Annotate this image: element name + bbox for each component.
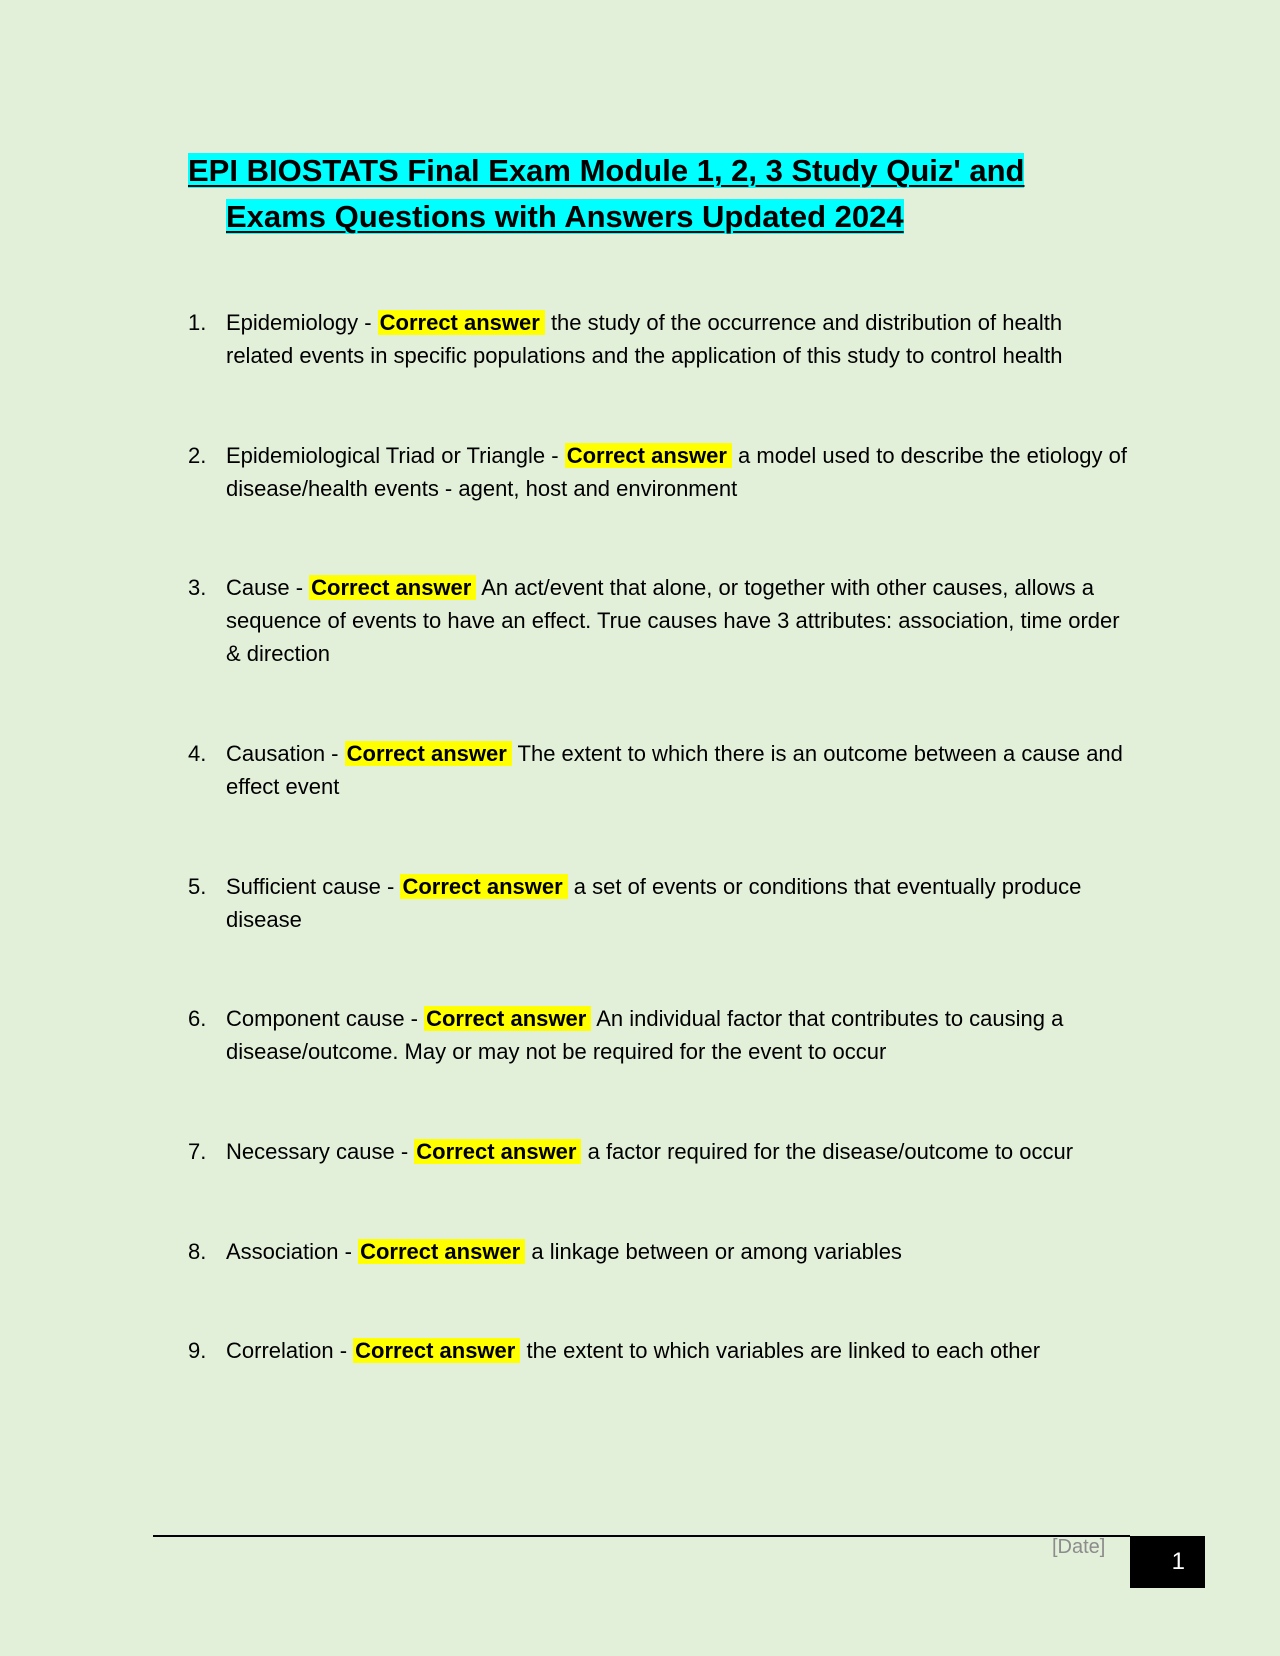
item-number: 6. [188,1006,207,1031]
title-line-2 [188,194,1088,240]
item-term: Causation - [226,741,345,766]
correct-answer-label: Correct answer [358,1239,525,1264]
correct-answer-label: Correct answer [414,1139,581,1164]
item-definition: An act/event that alone, or together with other causes, allows a sequence of events to have an effect. True causes have 3 attributes: association, time order & direction [226,575,1120,666]
item-number: 9. [188,1338,207,1363]
list-item [188,439,1128,505]
item-definition: a linkage between or among variables [525,1239,902,1264]
title-line-1 [188,148,1088,194]
correct-answer-label: Correct answer [424,1006,591,1031]
item-body [226,571,1128,670]
item-term: Epidemiological Triad or Triangle - [226,443,565,468]
item-number: 8. [188,1239,207,1264]
item-definition: the extent to which variables are linked to each other [520,1338,1041,1363]
item-number: 2. [188,443,207,468]
footer-divider [153,1535,1130,1537]
correct-answer-label: Correct answer [345,741,512,766]
item-term: Component cause - [226,1006,425,1031]
correct-answer-label: Correct answer [565,443,732,468]
item-body [226,737,1128,803]
list-item [188,737,1128,803]
list-item [188,571,1128,670]
item-definition: a set of events or conditions that eventually produce disease [226,874,1082,932]
item-definition: a factor required for the disease/outcome to occur [581,1139,1074,1164]
item-number: 1. [188,310,207,335]
item-term: Association - [226,1239,359,1264]
item-number: 4. [188,741,207,766]
item-definition: a model used to describe the etiology of disease/health events - agent, host and environment [226,443,1127,501]
title-line-1-text: EPI BIOSTATS Final Exam Module 1, 2, 3 Study Quiz' and [188,153,1025,188]
item-body [226,1334,1128,1367]
item-term: Sufficient cause - [226,874,401,899]
list-item [188,1135,1128,1168]
item-term: Cause - [226,575,310,600]
item-body [226,439,1128,505]
item-body [226,1002,1128,1068]
item-body [226,306,1128,372]
item-body [226,1135,1128,1168]
page-number: 1 [1130,1536,1205,1588]
list-item [188,306,1128,372]
item-body [226,870,1128,936]
list-item [188,1002,1128,1068]
item-term: Necessary cause - [226,1139,415,1164]
item-number: 7. [188,1139,207,1164]
correct-answer-label: Correct answer [309,575,476,600]
footer-date: [Date] [1052,1536,1106,1558]
item-definition: the study of the occurrence and distribution of health related events in specific populations and the application of this study to control health [226,310,1063,368]
item-body [226,1235,1128,1268]
item-term: Correlation - [226,1338,354,1363]
list-item [188,870,1128,936]
list-item [188,1235,1128,1268]
correct-answer-label: Correct answer [378,310,545,335]
item-definition: An individual factor that contributes to causing a disease/outcome. May or may not be required for the event to occur [226,1006,1064,1064]
title-line-2-text: Exams Questions with Answers Updated 2024 [226,199,904,234]
item-definition: The extent to which there is an outcome between a cause and effect event [226,741,1123,799]
document-title [188,148,1088,240]
correct-answer-label: Correct answer [400,874,567,899]
item-number: 3. [188,575,207,600]
item-number: 5. [188,874,207,899]
correct-answer-label: Correct answer [353,1338,520,1363]
list-item [188,1334,1128,1367]
item-term: Epidemiology - [226,310,378,335]
